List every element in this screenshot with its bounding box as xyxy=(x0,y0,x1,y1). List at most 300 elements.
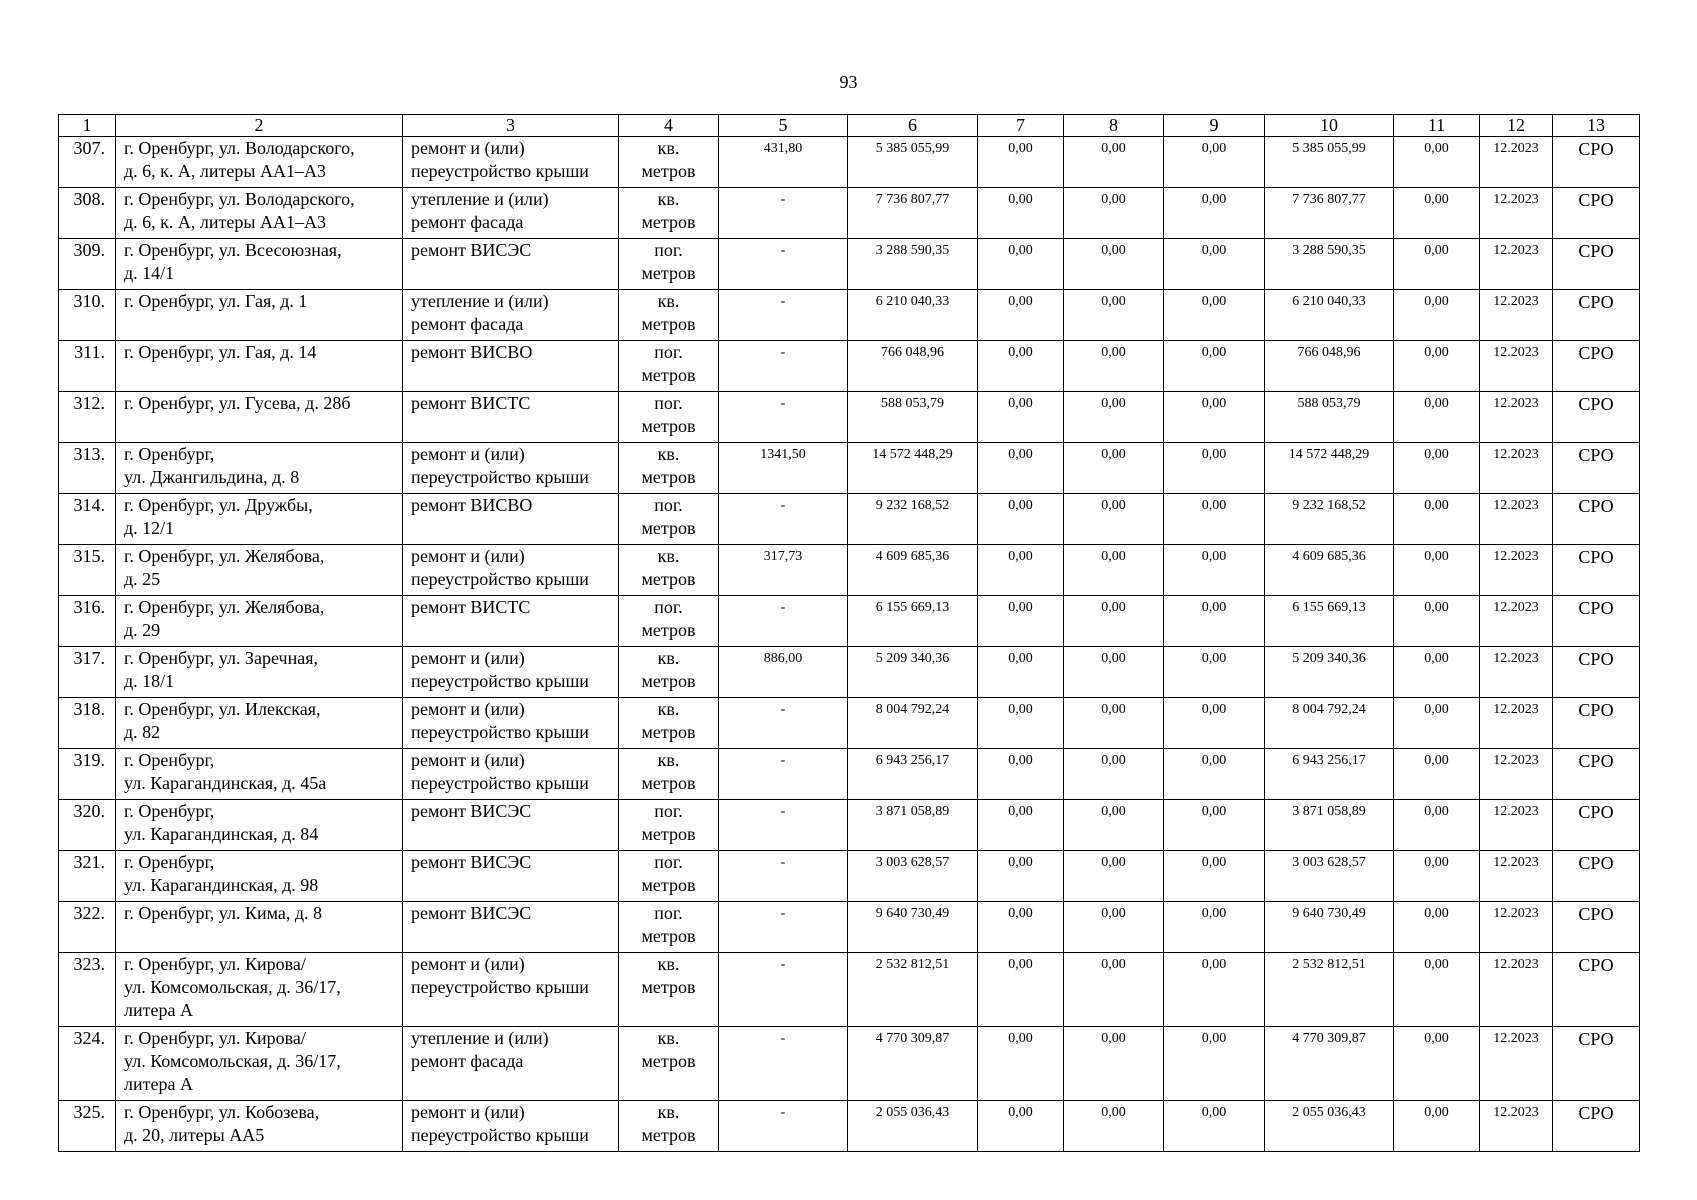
unit-line: метров xyxy=(641,722,696,742)
unit-line: кв. xyxy=(657,546,680,566)
unit-line: кв. xyxy=(657,138,680,158)
work-type-line: ремонт ВИСВО xyxy=(411,495,533,515)
work-type-cell xyxy=(403,647,619,698)
unit-line: кв. xyxy=(657,444,680,464)
unit-line: метров xyxy=(641,926,696,946)
completion-date-cell: 12.2023 xyxy=(1480,1027,1553,1101)
address-cell xyxy=(116,902,403,953)
total-cost-cell: 2 055 036,43 xyxy=(848,1101,978,1152)
work-type-cell xyxy=(403,392,619,443)
work-type-cell xyxy=(403,749,619,800)
unit-line: метров xyxy=(641,1125,696,1145)
address-line: г. Оренбург, xyxy=(124,852,215,872)
work-type-cell xyxy=(403,953,619,1027)
fund-cell-7: 0,00 xyxy=(978,392,1064,443)
table-row xyxy=(59,749,1640,800)
work-type-line: утепление и (или) xyxy=(411,1028,549,1048)
address-line: г. Оренбург, ул. Кирова/ xyxy=(124,954,306,974)
unit-line: кв. xyxy=(657,750,680,770)
address-cell xyxy=(116,137,403,188)
column-number: 5 xyxy=(719,115,848,137)
unit-cell xyxy=(619,851,719,902)
fund-cell-11: 0,00 xyxy=(1394,851,1480,902)
contractor-type-cell: СРО xyxy=(1553,290,1640,341)
address-cell xyxy=(116,392,403,443)
fund-cell-7: 0,00 xyxy=(978,188,1064,239)
work-type-line: ремонт и (или) xyxy=(411,138,525,158)
fund-cell-7: 0,00 xyxy=(978,1101,1064,1152)
owner-funds-cell: 6 210 040,33 xyxy=(1265,290,1394,341)
completion-date-cell: 12.2023 xyxy=(1480,290,1553,341)
unit-line: пог. xyxy=(654,393,683,413)
fund-cell-9: 0,00 xyxy=(1164,545,1265,596)
address-cell xyxy=(116,698,403,749)
table-row xyxy=(59,392,1640,443)
row-number-cell: 325. xyxy=(59,1101,116,1152)
completion-date-cell: 12.2023 xyxy=(1480,341,1553,392)
table-row xyxy=(59,902,1640,953)
table-row xyxy=(59,443,1640,494)
fund-cell-9: 0,00 xyxy=(1164,392,1265,443)
address-line: ул. Карагандинская, д. 84 xyxy=(124,824,319,844)
address-line: д. 82 xyxy=(124,722,161,742)
completion-date-cell: 12.2023 xyxy=(1480,239,1553,290)
table-row xyxy=(59,494,1640,545)
row-number-cell: 310. xyxy=(59,290,116,341)
completion-date-cell: 12.2023 xyxy=(1480,137,1553,188)
work-type-cell xyxy=(403,341,619,392)
fund-cell-9: 0,00 xyxy=(1164,239,1265,290)
completion-date-cell: 12.2023 xyxy=(1480,749,1553,800)
area-cell: - xyxy=(719,341,848,392)
work-type-cell xyxy=(403,545,619,596)
work-type-cell xyxy=(403,239,619,290)
table-row xyxy=(59,188,1640,239)
owner-funds-cell: 6 155 669,13 xyxy=(1265,596,1394,647)
total-cost-cell: 4 609 685,36 xyxy=(848,545,978,596)
row-number-cell: 316. xyxy=(59,596,116,647)
address-cell xyxy=(116,596,403,647)
table-row xyxy=(59,1101,1640,1152)
row-number-cell: 322. xyxy=(59,902,116,953)
fund-cell-7: 0,00 xyxy=(978,902,1064,953)
owner-funds-cell: 3 288 590,35 xyxy=(1265,239,1394,290)
completion-date-cell: 12.2023 xyxy=(1480,545,1553,596)
fund-cell-11: 0,00 xyxy=(1394,953,1480,1027)
fund-cell-11: 0,00 xyxy=(1394,1027,1480,1101)
area-cell: - xyxy=(719,698,848,749)
work-type-line: переустройство крыши xyxy=(411,977,589,997)
address-line: ул. Карагандинская, д. 98 xyxy=(124,875,319,895)
address-cell xyxy=(116,1101,403,1152)
unit-line: метров xyxy=(641,875,696,895)
row-number-cell: 309. xyxy=(59,239,116,290)
unit-line: пог. xyxy=(654,342,683,362)
owner-funds-cell: 14 572 448,29 xyxy=(1265,443,1394,494)
unit-cell xyxy=(619,647,719,698)
unit-cell xyxy=(619,188,719,239)
completion-date-cell: 12.2023 xyxy=(1480,188,1553,239)
fund-cell-9: 0,00 xyxy=(1164,596,1265,647)
unit-cell xyxy=(619,596,719,647)
fund-cell-8: 0,00 xyxy=(1064,239,1164,290)
total-cost-cell: 5 209 340,36 xyxy=(848,647,978,698)
unit-cell xyxy=(619,1101,719,1152)
total-cost-cell: 6 210 040,33 xyxy=(848,290,978,341)
work-type-line: ремонт фасада xyxy=(411,314,524,334)
row-number-cell: 308. xyxy=(59,188,116,239)
fund-cell-9: 0,00 xyxy=(1164,749,1265,800)
contractor-type-cell: СРО xyxy=(1553,596,1640,647)
unit-cell xyxy=(619,902,719,953)
work-type-line: переустройство крыши xyxy=(411,722,589,742)
area-cell: 317,73 xyxy=(719,545,848,596)
table-row xyxy=(59,647,1640,698)
contractor-type-cell: СРО xyxy=(1553,341,1640,392)
unit-cell xyxy=(619,800,719,851)
fund-cell-8: 0,00 xyxy=(1064,494,1164,545)
address-cell xyxy=(116,545,403,596)
row-number-cell: 320. xyxy=(59,800,116,851)
row-number-cell: 321. xyxy=(59,851,116,902)
table-row xyxy=(59,545,1640,596)
total-cost-cell: 3 288 590,35 xyxy=(848,239,978,290)
fund-cell-11: 0,00 xyxy=(1394,494,1480,545)
contractor-type-cell: СРО xyxy=(1553,953,1640,1027)
fund-cell-7: 0,00 xyxy=(978,749,1064,800)
fund-cell-11: 0,00 xyxy=(1394,647,1480,698)
address-line: г. Оренбург, ул. Всесоюзная, xyxy=(124,240,342,260)
address-line: д. 20, литеры АА5 xyxy=(124,1125,265,1145)
owner-funds-cell: 3 003 628,57 xyxy=(1265,851,1394,902)
table-row xyxy=(59,953,1640,1027)
address-line: д. 18/1 xyxy=(124,671,175,691)
work-type-line: ремонт и (или) xyxy=(411,750,525,770)
owner-funds-cell: 6 943 256,17 xyxy=(1265,749,1394,800)
area-cell: - xyxy=(719,290,848,341)
address-line: д. 12/1 xyxy=(124,518,175,538)
completion-date-cell: 12.2023 xyxy=(1480,443,1553,494)
completion-date-cell: 12.2023 xyxy=(1480,800,1553,851)
owner-funds-cell: 3 871 058,89 xyxy=(1265,800,1394,851)
address-cell xyxy=(116,188,403,239)
address-cell xyxy=(116,239,403,290)
address-line: ул. Джангильдина, д. 8 xyxy=(124,467,300,487)
work-type-line: переустройство крыши xyxy=(411,569,589,589)
fund-cell-9: 0,00 xyxy=(1164,698,1265,749)
work-type-line: ремонт и (или) xyxy=(411,648,525,668)
table-body xyxy=(59,115,1640,1152)
area-cell: - xyxy=(719,494,848,545)
column-number: 3 xyxy=(403,115,619,137)
fund-cell-11: 0,00 xyxy=(1394,137,1480,188)
work-type-cell xyxy=(403,290,619,341)
work-type-cell xyxy=(403,188,619,239)
completion-date-cell: 12.2023 xyxy=(1480,647,1553,698)
work-type-line: утепление и (или) xyxy=(411,189,549,209)
fund-cell-9: 0,00 xyxy=(1164,188,1265,239)
fund-cell-8: 0,00 xyxy=(1064,596,1164,647)
area-cell: - xyxy=(719,953,848,1027)
column-number: 6 xyxy=(848,115,978,137)
row-number-cell: 318. xyxy=(59,698,116,749)
address-line: ул. Карагандинская, д. 45а xyxy=(124,773,327,793)
row-number-cell: 324. xyxy=(59,1027,116,1101)
total-cost-cell: 8 004 792,24 xyxy=(848,698,978,749)
fund-cell-9: 0,00 xyxy=(1164,341,1265,392)
address-line: г. Оренбург, ул. Дружбы, xyxy=(124,495,313,515)
total-cost-cell: 5 385 055,99 xyxy=(848,137,978,188)
area-cell: - xyxy=(719,239,848,290)
column-number: 4 xyxy=(619,115,719,137)
unit-line: кв. xyxy=(657,189,680,209)
contractor-type-cell: СРО xyxy=(1553,800,1640,851)
address-line: г. Оренбург, ул. Желябова, xyxy=(124,546,325,566)
unit-line: кв. xyxy=(657,954,680,974)
unit-line: метров xyxy=(641,569,696,589)
unit-cell xyxy=(619,494,719,545)
fund-cell-7: 0,00 xyxy=(978,800,1064,851)
fund-cell-8: 0,00 xyxy=(1064,851,1164,902)
fund-cell-9: 0,00 xyxy=(1164,851,1265,902)
contractor-type-cell: СРО xyxy=(1553,545,1640,596)
unit-cell xyxy=(619,443,719,494)
contractor-type-cell: СРО xyxy=(1553,698,1640,749)
area-cell: - xyxy=(719,1027,848,1101)
unit-line: метров xyxy=(641,518,696,538)
address-line: д. 25 xyxy=(124,569,161,589)
total-cost-cell: 6 155 669,13 xyxy=(848,596,978,647)
column-number: 8 xyxy=(1064,115,1164,137)
owner-funds-cell: 766 048,96 xyxy=(1265,341,1394,392)
work-type-line: переустройство крыши xyxy=(411,671,589,691)
area-cell: - xyxy=(719,392,848,443)
row-number-cell: 319. xyxy=(59,749,116,800)
fund-cell-11: 0,00 xyxy=(1394,749,1480,800)
unit-line: пог. xyxy=(654,852,683,872)
unit-line: метров xyxy=(641,773,696,793)
fund-cell-8: 0,00 xyxy=(1064,1101,1164,1152)
column-number: 7 xyxy=(978,115,1064,137)
work-type-cell xyxy=(403,1101,619,1152)
completion-date-cell: 12.2023 xyxy=(1480,1101,1553,1152)
address-line: г. Оренбург, ул. Гусева, д. 28б xyxy=(124,393,351,413)
fund-cell-9: 0,00 xyxy=(1164,800,1265,851)
work-type-line: переустройство крыши xyxy=(411,1125,589,1145)
work-type-line: ремонт фасада xyxy=(411,1051,524,1071)
owner-funds-cell: 2 055 036,43 xyxy=(1265,1101,1394,1152)
table-row xyxy=(59,851,1640,902)
fund-cell-7: 0,00 xyxy=(978,698,1064,749)
unit-cell xyxy=(619,392,719,443)
work-type-line: ремонт фасада xyxy=(411,212,524,232)
contractor-type-cell: СРО xyxy=(1553,1027,1640,1101)
row-number-cell: 317. xyxy=(59,647,116,698)
contractor-type-cell: СРО xyxy=(1553,647,1640,698)
unit-line: метров xyxy=(641,824,696,844)
owner-funds-cell: 2 532 812,51 xyxy=(1265,953,1394,1027)
owner-funds-cell: 4 609 685,36 xyxy=(1265,545,1394,596)
unit-line: кв. xyxy=(657,1102,680,1122)
work-type-line: ремонт ВИСЭС xyxy=(411,852,532,872)
fund-cell-8: 0,00 xyxy=(1064,290,1164,341)
unit-line: метров xyxy=(641,161,696,181)
work-type-line: ремонт и (или) xyxy=(411,546,525,566)
address-line: ул. Комсомольская, д. 36/17, xyxy=(124,1051,341,1071)
unit-line: метров xyxy=(641,263,696,283)
fund-cell-8: 0,00 xyxy=(1064,545,1164,596)
unit-line: метров xyxy=(641,365,696,385)
fund-cell-7: 0,00 xyxy=(978,137,1064,188)
unit-cell xyxy=(619,545,719,596)
total-cost-cell: 588 053,79 xyxy=(848,392,978,443)
unit-line: метров xyxy=(641,671,696,691)
work-type-line: ремонт ВИСЭС xyxy=(411,240,532,260)
fund-cell-9: 0,00 xyxy=(1164,647,1265,698)
fund-cell-8: 0,00 xyxy=(1064,698,1164,749)
address-line: г. Оренбург, ул. Заречная, xyxy=(124,648,318,668)
owner-funds-cell: 8 004 792,24 xyxy=(1265,698,1394,749)
column-number: 2 xyxy=(116,115,403,137)
total-cost-cell: 3 871 058,89 xyxy=(848,800,978,851)
fund-cell-9: 0,00 xyxy=(1164,1027,1265,1101)
address-line: г. Оренбург, ул. Володарского, xyxy=(124,189,355,209)
fund-cell-7: 0,00 xyxy=(978,953,1064,1027)
fund-cell-8: 0,00 xyxy=(1064,443,1164,494)
unit-line: кв. xyxy=(657,699,680,719)
completion-date-cell: 12.2023 xyxy=(1480,494,1553,545)
work-type-cell xyxy=(403,1027,619,1101)
address-line: г. Оренбург, ул. Кобозева, xyxy=(124,1102,320,1122)
total-cost-cell: 9 232 168,52 xyxy=(848,494,978,545)
column-number-row xyxy=(59,115,1640,137)
unit-line: метров xyxy=(641,620,696,640)
completion-date-cell: 12.2023 xyxy=(1480,902,1553,953)
fund-cell-8: 0,00 xyxy=(1064,341,1164,392)
address-line: г. Оренбург, ул. Гая, д. 14 xyxy=(124,342,317,362)
table-row xyxy=(59,698,1640,749)
fund-cell-11: 0,00 xyxy=(1394,800,1480,851)
contractor-type-cell: СРО xyxy=(1553,1101,1640,1152)
total-cost-cell: 2 532 812,51 xyxy=(848,953,978,1027)
owner-funds-cell: 9 232 168,52 xyxy=(1265,494,1394,545)
work-type-line: переустройство крыши xyxy=(411,161,589,181)
address-line: ул. Комсомольская, д. 36/17, xyxy=(124,977,341,997)
unit-line: метров xyxy=(641,314,696,334)
row-number-cell: 313. xyxy=(59,443,116,494)
area-cell: 886,00 xyxy=(719,647,848,698)
row-number-cell: 314. xyxy=(59,494,116,545)
unit-line: кв. xyxy=(657,648,680,668)
fund-cell-7: 0,00 xyxy=(978,596,1064,647)
area-cell: 1341,50 xyxy=(719,443,848,494)
address-cell xyxy=(116,443,403,494)
address-cell xyxy=(116,749,403,800)
total-cost-cell: 9 640 730,49 xyxy=(848,902,978,953)
table-row xyxy=(59,239,1640,290)
address-line: г. Оренбург, ул. Кирова/ xyxy=(124,1028,306,1048)
unit-line: пог. xyxy=(654,495,683,515)
capital-repair-table xyxy=(58,114,1640,1152)
unit-cell xyxy=(619,1027,719,1101)
unit-cell xyxy=(619,137,719,188)
table-row xyxy=(59,137,1640,188)
unit-line: метров xyxy=(641,1051,696,1071)
address-cell xyxy=(116,647,403,698)
fund-cell-7: 0,00 xyxy=(978,341,1064,392)
unit-cell xyxy=(619,239,719,290)
work-type-cell xyxy=(403,800,619,851)
unit-line: пог. xyxy=(654,801,683,821)
work-type-line: утепление и (или) xyxy=(411,291,549,311)
work-type-cell xyxy=(403,443,619,494)
work-type-line: ремонт и (или) xyxy=(411,954,525,974)
fund-cell-11: 0,00 xyxy=(1394,239,1480,290)
fund-cell-7: 0,00 xyxy=(978,494,1064,545)
address-cell xyxy=(116,341,403,392)
fund-cell-8: 0,00 xyxy=(1064,800,1164,851)
address-line: д. 6, к. А, литеры АА1–А3 xyxy=(124,212,326,232)
fund-cell-11: 0,00 xyxy=(1394,290,1480,341)
fund-cell-9: 0,00 xyxy=(1164,494,1265,545)
column-number: 13 xyxy=(1553,115,1640,137)
address-line: д. 29 xyxy=(124,620,161,640)
work-type-line: ремонт ВИСТС xyxy=(411,597,531,617)
fund-cell-11: 0,00 xyxy=(1394,392,1480,443)
fund-cell-11: 0,00 xyxy=(1394,188,1480,239)
fund-cell-9: 0,00 xyxy=(1164,953,1265,1027)
area-cell: - xyxy=(719,1101,848,1152)
contractor-type-cell: СРО xyxy=(1553,494,1640,545)
unit-cell xyxy=(619,749,719,800)
unit-cell xyxy=(619,290,719,341)
contractor-type-cell: СРО xyxy=(1553,749,1640,800)
completion-date-cell: 12.2023 xyxy=(1480,953,1553,1027)
completion-date-cell: 12.2023 xyxy=(1480,698,1553,749)
unit-line: пог. xyxy=(654,240,683,260)
row-number-cell: 315. xyxy=(59,545,116,596)
unit-cell xyxy=(619,341,719,392)
area-cell: - xyxy=(719,800,848,851)
unit-line: пог. xyxy=(654,597,683,617)
column-number: 9 xyxy=(1164,115,1265,137)
contractor-type-cell: СРО xyxy=(1553,902,1640,953)
column-number: 10 xyxy=(1265,115,1394,137)
owner-funds-cell: 9 640 730,49 xyxy=(1265,902,1394,953)
total-cost-cell: 3 003 628,57 xyxy=(848,851,978,902)
fund-cell-8: 0,00 xyxy=(1064,749,1164,800)
work-type-line: ремонт ВИСТС xyxy=(411,393,531,413)
fund-cell-7: 0,00 xyxy=(978,647,1064,698)
address-line: г. Оренбург, ул. Илекская, xyxy=(124,699,321,719)
unit-line: метров xyxy=(641,212,696,232)
unit-line: кв. xyxy=(657,291,680,311)
column-number: 1 xyxy=(59,115,116,137)
address-line: д. 6, к. А, литеры АА1–А3 xyxy=(124,161,326,181)
row-number-cell: 307. xyxy=(59,137,116,188)
address-line: литера А xyxy=(124,1000,193,1020)
area-cell: - xyxy=(719,596,848,647)
contractor-type-cell: СРО xyxy=(1553,443,1640,494)
owner-funds-cell: 7 736 807,77 xyxy=(1265,188,1394,239)
work-type-line: переустройство крыши xyxy=(411,773,589,793)
unit-line: кв. xyxy=(657,1028,680,1048)
total-cost-cell: 14 572 448,29 xyxy=(848,443,978,494)
unit-line: метров xyxy=(641,977,696,997)
work-type-cell xyxy=(403,851,619,902)
owner-funds-cell: 588 053,79 xyxy=(1265,392,1394,443)
table-row xyxy=(59,290,1640,341)
